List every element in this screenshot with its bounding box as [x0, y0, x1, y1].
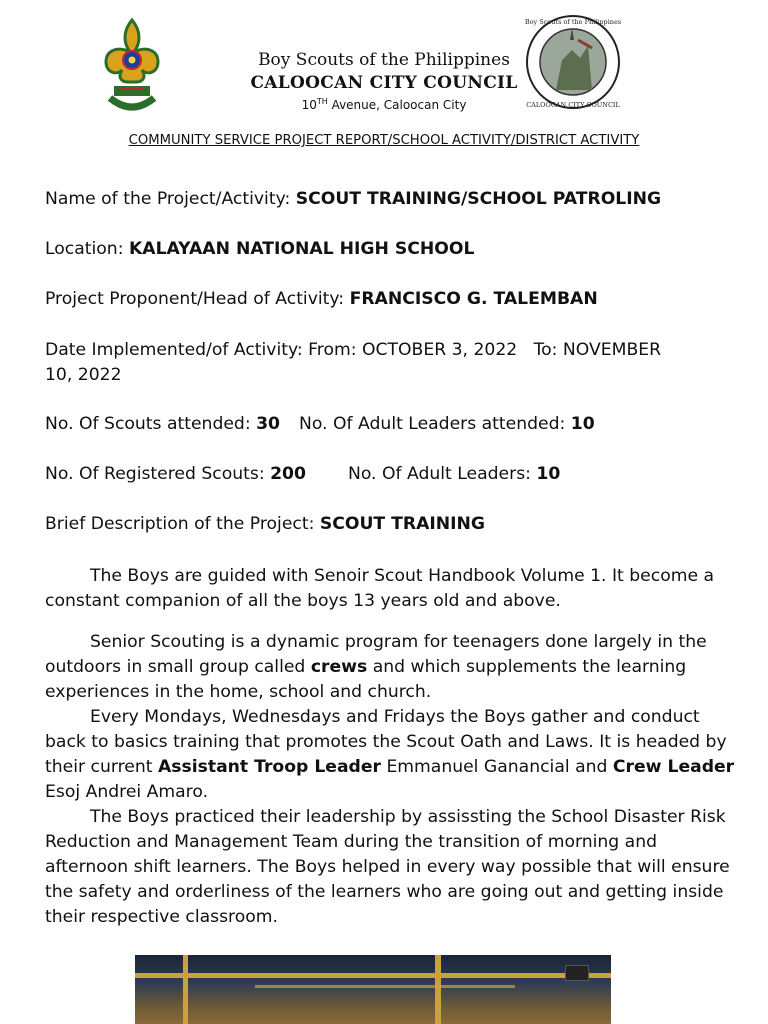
activity-photo: [135, 955, 611, 1024]
council-address: 10TH Avenue, Caloocan City: [301, 97, 467, 112]
date-implemented-field: Date Implemented/of Activity: From: OCTOBER 3, 2022 To: NOVEMBER: [45, 340, 662, 360]
paragraph-senior-scouting: Senior Scouting is a dynamic program for teenagers done largely in the outdoors in small group called crews and which supplements the learning experiences in the home, school and church. Every Mondays, Wednesdays and Fridays the Boys gather and conduct back to basics training that promotes the Scout Oath and Laws. It is headed by their current Assistant Troop Leader Emmanuel Ganancial and Crew Leader Esoj Andrei Amaro. The Boys practiced their leadership by assissting the School Disaster Risk Reduction and Management Team during the transition of morning and afternoon shift learners. The Boys helped in every way possible that will ensure the safety and orderliness of the learners who are going out and getting inside their respective classroom.: [45, 632, 735, 927]
report-title: COMMUNITY SERVICE PROJECT REPORT/SCHOOL ACTIVITY/DISTRICT ACTIVITY: [128, 133, 640, 148]
attendance-field: No. Of Scouts attended: 30 No. Of Adult Leaders attended: 10: [45, 414, 595, 434]
svg-text:CALOOCAN CITY COUNCIL: CALOOCAN CITY COUNCIL: [526, 101, 620, 109]
project-name-field: Name of the Project/Activity: SCOUT TRAINING/SCHOOL PATROLING: [45, 189, 662, 209]
svg-text:Boy Scouts of the Philippines: Boy Scouts of the Philippines: [524, 18, 622, 26]
description-field: Brief Description of the Project: SCOUT TRAINING: [45, 514, 486, 534]
bsp-emblem-logo: [100, 16, 164, 120]
location-field: Location: KALAYAAN NATIONAL HIGH SCHOOL: [45, 239, 475, 259]
registered-field: No. Of Registered Scouts: 200 No. Of Adult Leaders: 10: [45, 464, 561, 484]
paragraph-handbook: The Boys are guided with Senoir Scout Handbook Volume 1. It become a constant companion of all the boys 13 years old and above.: [45, 566, 715, 611]
council-name: CALOOCAN CITY COUNCIL: [250, 73, 518, 93]
organization-name: Boy Scouts of the Philippines: [258, 50, 510, 70]
date-implemented-continued: 10, 2022: [45, 365, 122, 385]
proponent-field: Project Proponent/Head of Activity: FRANCISCO G. TALEMBAN: [45, 289, 598, 309]
